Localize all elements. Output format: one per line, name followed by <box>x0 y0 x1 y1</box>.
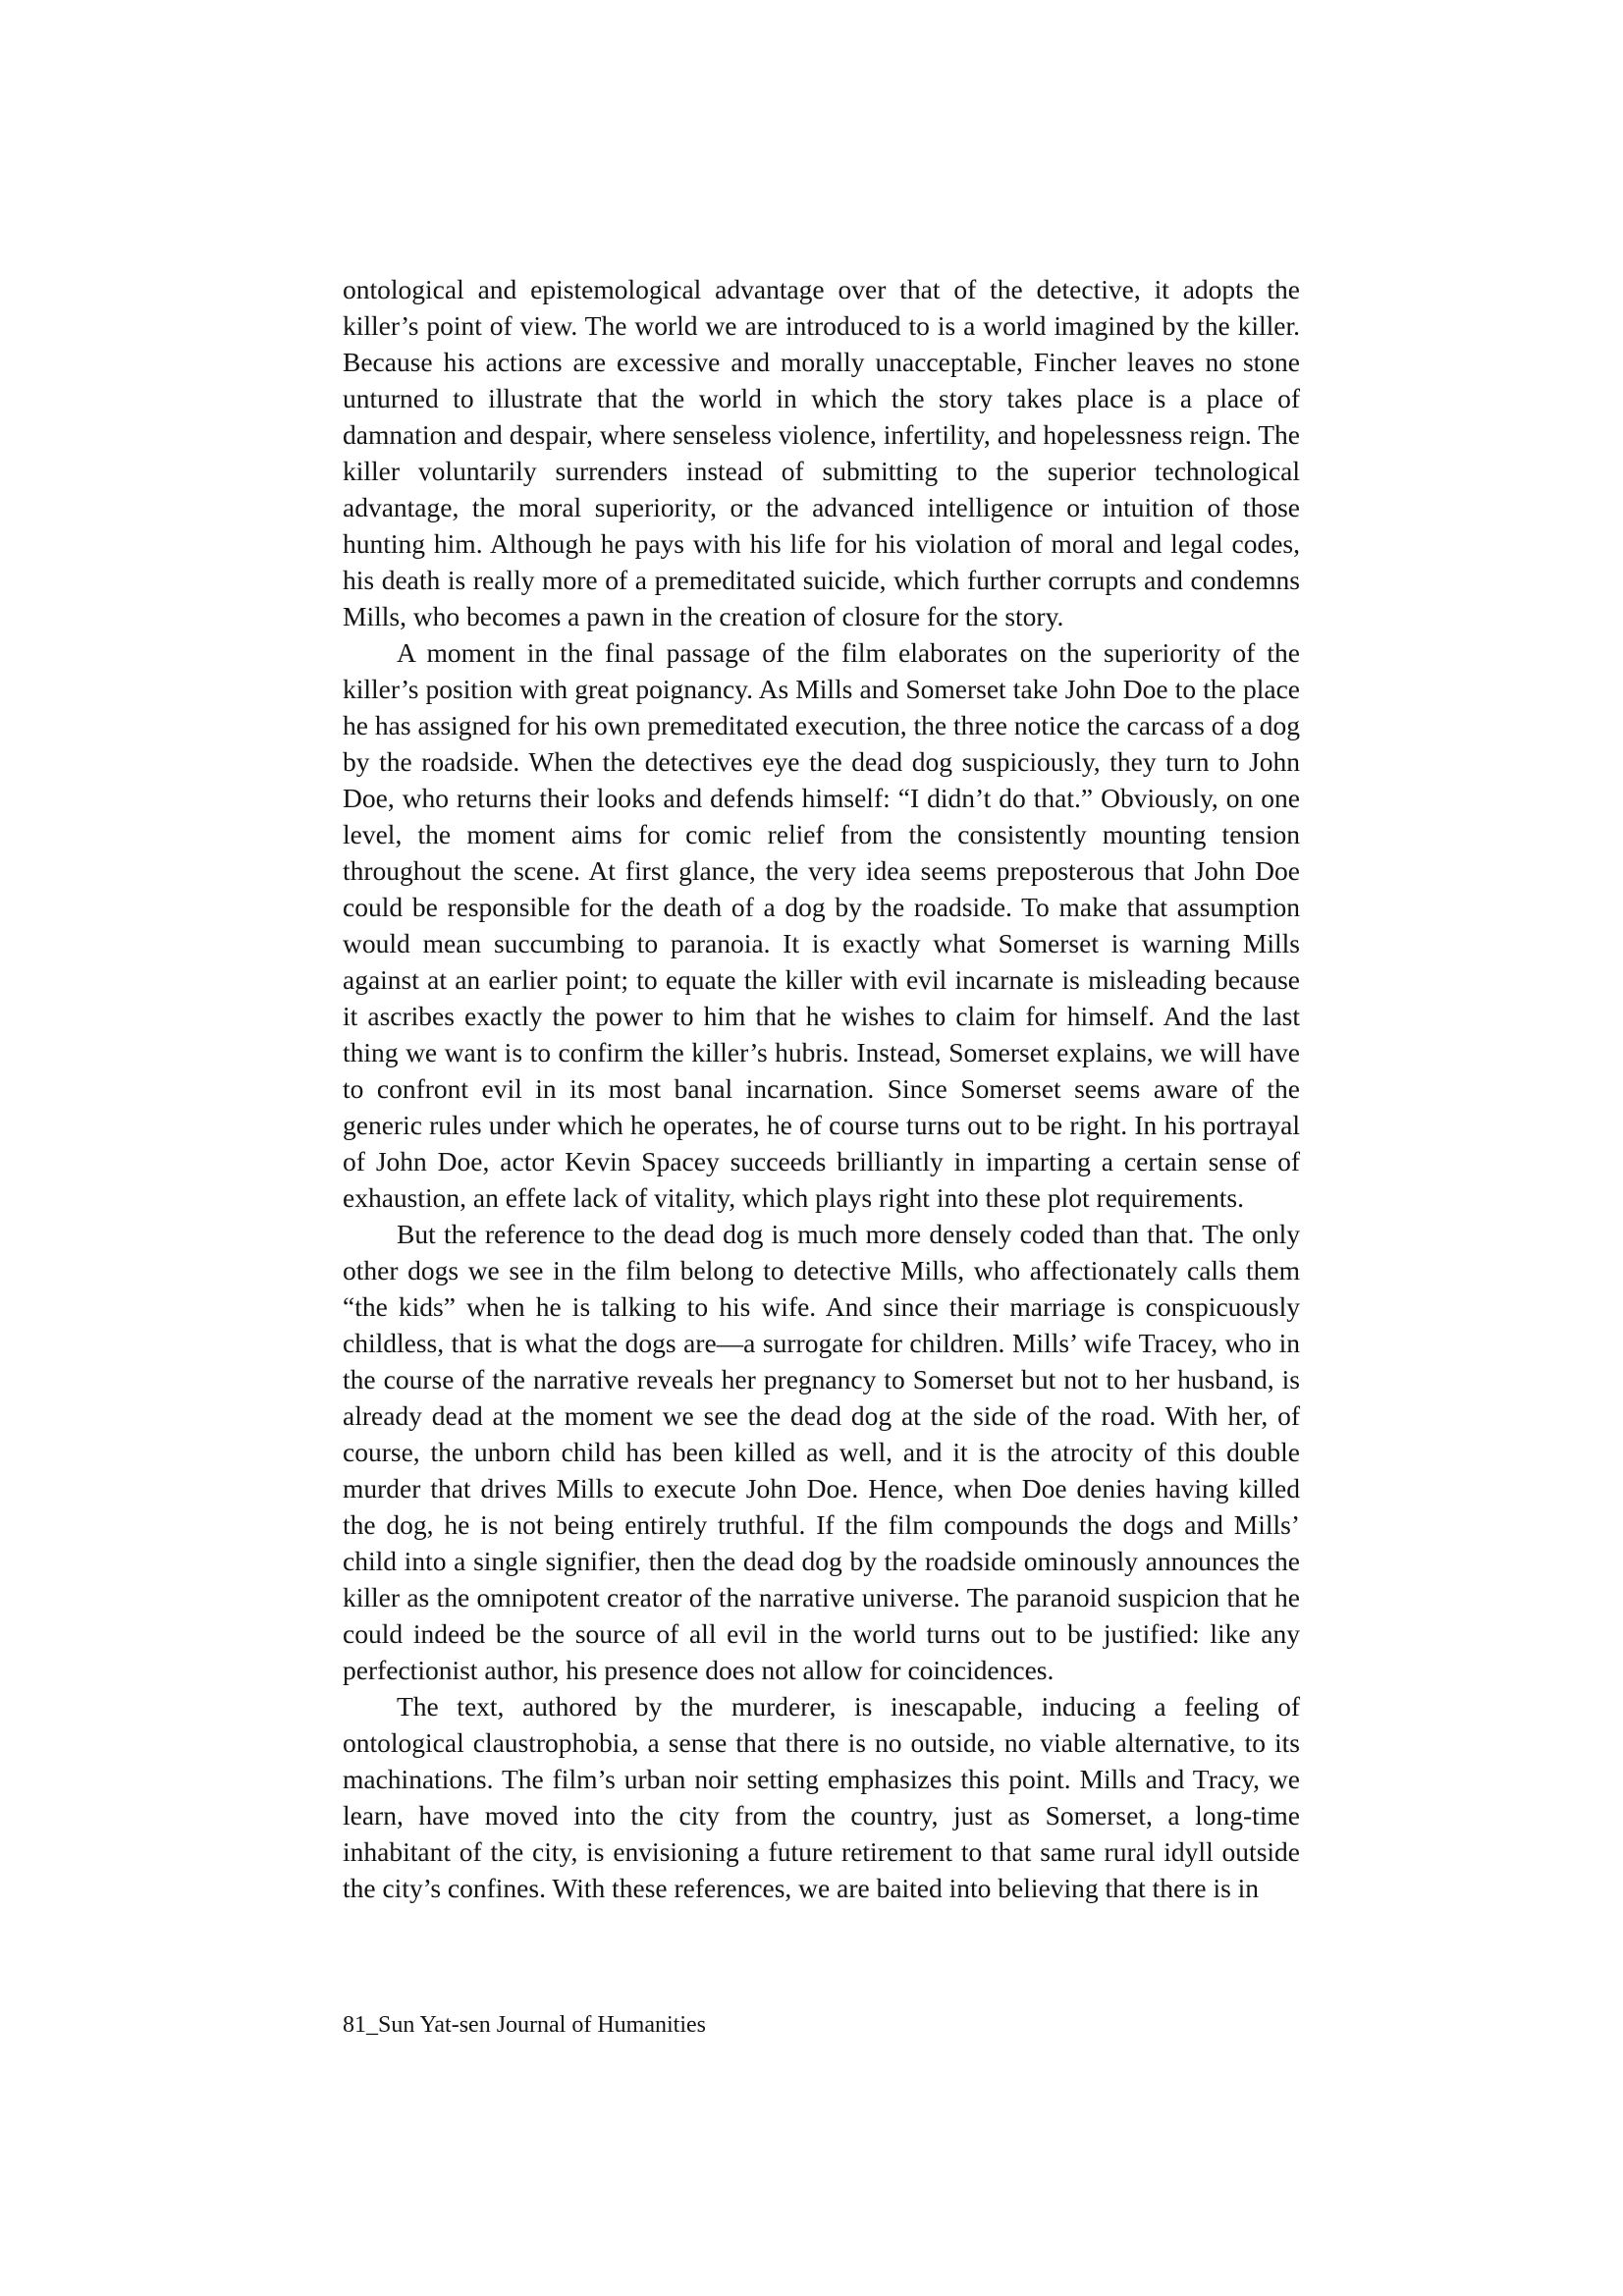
paragraph: A moment in the final passage of the film elaborates on the superiority of the killer’s position with great poignancy. As Mills and Somerset take John Doe to the place he has assigned for his own premeditated execution, the three notice the carcass of a dog by the roadside. When the detectives eye the dead dog suspiciously, they turn to John Doe, who returns their looks and defends himself: “I didn’t do that.” Obviously, on one level, the moment aims for comic relief from the consistently mounting tension throughout the scene. At first glance, the very idea seems preposterous that John Doe could be responsible for the death of a dog by the roadside. To make that assumption would mean succumbing to paranoia. It is exactly what Somerset is warning Mills against at an earlier point; to equate the killer with evil incarnate is misleading because it ascribes exactly the power to him that he wishes to claim for himself. And the last thing we want is to confirm the killer’s hubris. Instead, Somerset explains, we will have to confront evil in its most banal incarnation. Since Somerset seems aware of the generic rules under which he operates, he of course turns out to be right. In his portrayal of John Doe, actor Kevin Spacey succeeds brilliantly in imparting a certain sense of exhaustion, an effete lack of vitality, which plays right into these plot requirements. <box>343 637 1300 1213</box>
paragraph-continued: ontological and epistemological advantage over that of the detective, it adopts the killer’s point of view. The world we are introduced to is a world imagined by the killer. Because his actions are excessive and morally unacceptable, Fincher leaves no stone unturned to illustrate that the world in which the story takes place is a place of damnation and despair, where senseless violence, infertility, and hopelessness reign. The killer voluntarily surrenders instead of submitting to the superior technological advantage, the moral superiority, or the advanced intelligence or intuition of those hunting him. Although he pays with his life for his violation of moral and legal codes, his death is really more of a premeditated suicide, which further corrupts and condemns Mills, who becomes a pawn in the creation of closure for the story. <box>343 274 1300 631</box>
paragraph: The text, authored by the murderer, is inescapable, inducing a feeling of ontological claustrophobia, a sense that there is no outside, no viable alternative, to its machinations. The film’s urban noir setting emphasizes this point. Mills and Tracy, we learn, have moved into the city from the country, just as Somerset, a long-time inhabitant of the city, is envisioning a future retirement to that same rural idyll outside the city’s confines. With these references, we are baited into believing that there is in <box>343 1691 1300 1903</box>
paragraph: But the reference to the dead dog is much more densely coded than that. The only other dogs we see in the film belong to detective Mills, who affectionately calls them “the kids” when he is talking to his wife. And since their marriage is conspicuously childless, that is what the dogs are—a surrogate for children. Mills’ wife Tracey, who in the course of the narrative reveals her pregnancy to Somerset but not to her husband, is already dead at the moment we see the dead dog at the side of the road. With her, of course, the unborn child has been killed as well, and it is the atrocity of this double murder that drives Mills to execute John Doe. Hence, when Doe denies having killed the dog, he is not being entirely truthful. If the film compounds the dogs and Mills’ child into a single signifier, then the dead dog by the roadside ominously announces the killer as the omnipotent creator of the narrative universe. The paranoid suspicion that he could indeed be the source of all evil in the world turns out to be justified: like any perfectionist author, his presence does not allow for coincidences. <box>343 1219 1300 1685</box>
running-footer: 81_Sun Yat-sen Journal of Humanities <box>343 2012 706 2038</box>
article-body <box>343 271 1300 1906</box>
